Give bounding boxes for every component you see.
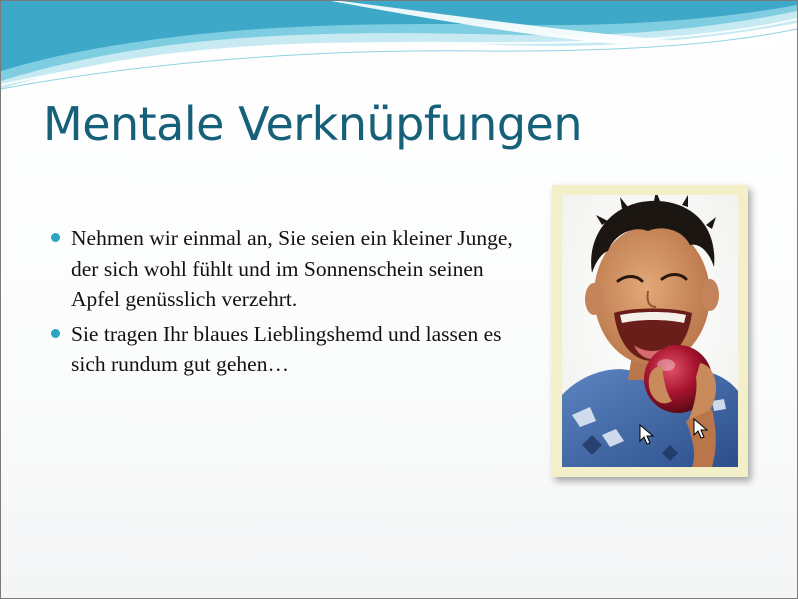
slide-title: Mentale Verknüpfungen [43,97,582,151]
boy-eating-apple-photo [562,195,738,467]
bullet-item [49,223,519,315]
bullet-dot-icon [51,329,60,338]
bullet-dot-icon [51,233,60,242]
bullet-text: Nehmen wir einmal an, Sie seien ein kleiner Junge, der sich wohl fühlt und im Sonnenschein seinen Apfel genüsslich verzehrt. [71,226,513,311]
wave-header-decoration [1,1,797,91]
bullet-text: Sie tragen Ihr blaues Lieblingshemd und lassen es sich rundum gut gehen… [71,321,502,376]
bullet-list [49,223,519,384]
bullet-item [49,319,519,380]
photo-frame [552,185,748,477]
